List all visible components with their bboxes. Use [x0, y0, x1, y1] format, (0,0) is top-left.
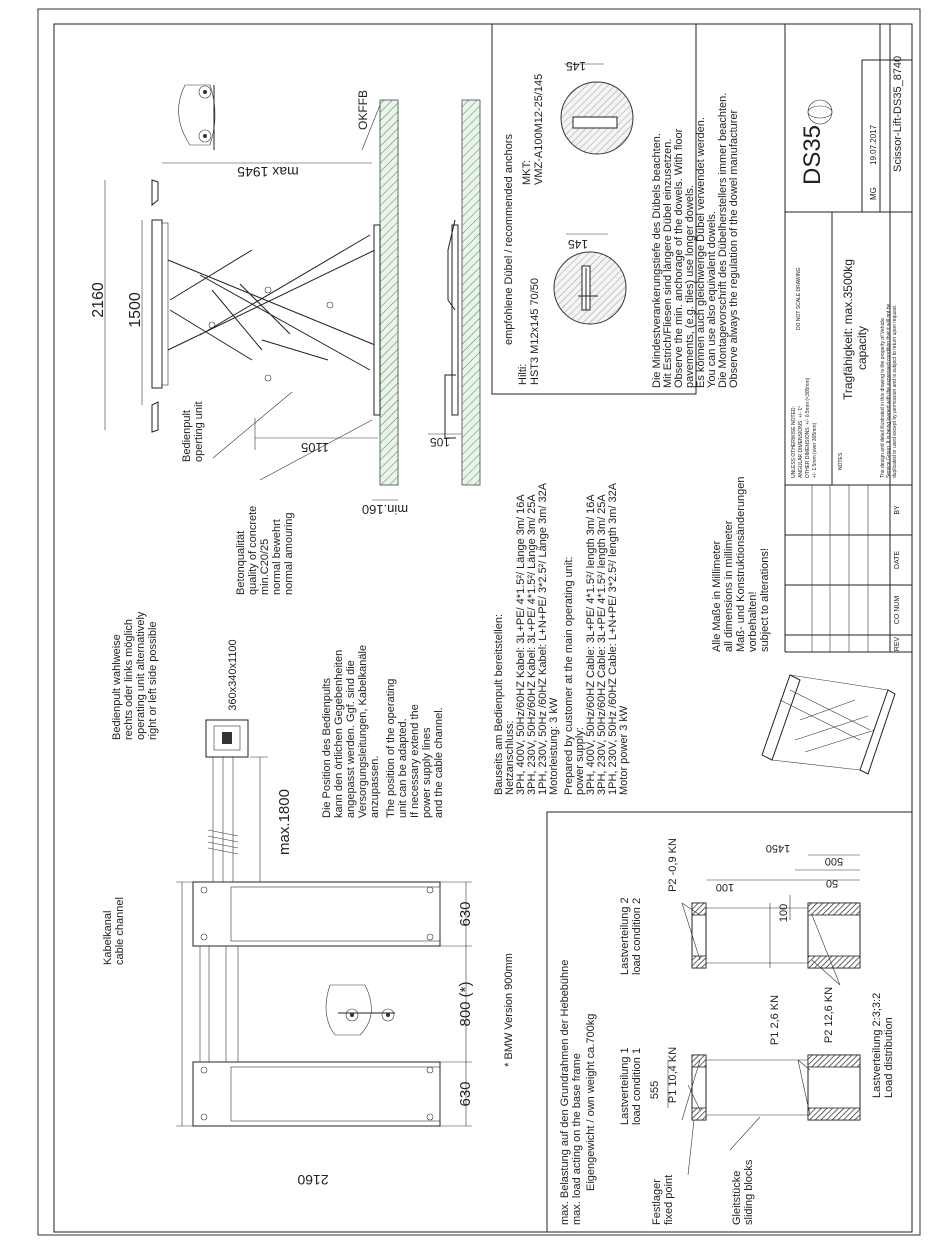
drawing-date: 19.07.2017	[869, 124, 878, 165]
position-note-line-1: Die Position des Bedienpults	[321, 677, 333, 818]
power-en-line-2: 3PH, 230V, 50Hz/60HZ Cable: 3L+PE/ 4*1.5²/ length 3m/ 25A	[596, 494, 608, 795]
cable-channel-line-1: Kabelkanal	[102, 910, 114, 965]
tb-by: BY	[894, 505, 901, 515]
hilti-label	[517, 278, 541, 385]
dim-1450: 1450	[765, 842, 791, 854]
mkt-line-1: MKT:	[521, 159, 533, 185]
dowel-title: empfohlene Dübel / recommended anchors	[503, 134, 515, 345]
dowel-145-b: 145	[565, 59, 587, 73]
bedienpult-label	[181, 401, 205, 462]
concrete-line-2: quality of concrete	[247, 505, 259, 595]
property-line-2: Service Group. It is being loaned with the expressed condition that it will not be	[886, 303, 892, 478]
cable-channel-label	[102, 897, 126, 965]
mkt-label	[521, 74, 545, 185]
load-header	[559, 957, 597, 1225]
inner-border	[54, 24, 912, 1232]
alterations-line-3: Maß- und Konstruktionsänderungen	[735, 476, 747, 652]
dim-105: 105	[429, 435, 451, 449]
console-position-line-1: Bedienpult wahlweise	[111, 634, 123, 740]
alterations-line-4: vorbehalten!	[747, 591, 759, 652]
p1-2-6: P1 2,6 KN	[769, 994, 781, 1046]
dim-2160-side: 2160	[90, 282, 107, 318]
lc1-line-1: Lastverteilung 1	[619, 1047, 631, 1125]
position-note-line-10: and the cable channel.	[433, 707, 445, 818]
load-header-1: max. Belastung auf den Grundrahmen der Hebebühne	[559, 959, 571, 1225]
power-de-line-2: 3PH, 230V, 50Hz/60HZ Kabel: 3L+PE/ 4*1.5²/ Länge 3m/ 25A	[526, 494, 538, 795]
dowel-note-9: Die Montagevorschrift des Dübelherstellers immer beachten.	[717, 92, 729, 388]
p1-10-4: P1 10,4 KN	[667, 1046, 679, 1104]
tb-date-header: DATE	[894, 550, 901, 570]
dowel-notes	[651, 90, 740, 388]
lc1-line-2: load condition 1	[631, 1047, 643, 1125]
lc1-label	[619, 1044, 643, 1125]
load-header-3: Eigengewicht / own weight ca.700kg	[585, 1013, 597, 1191]
model-number: DS35	[799, 124, 826, 186]
dim-100-a: 100	[715, 881, 735, 893]
power-en-title-1: Prepared by customer at the main operating unit:	[563, 556, 575, 795]
console-size: 360x340x1100	[227, 639, 239, 711]
position-note-line-5: anzupassen.	[369, 755, 381, 818]
bedienpult-line-1: Bedienpult	[181, 410, 193, 462]
alterations-line-2: all dimensions in millimeter	[723, 520, 735, 652]
position-note-line-3: angepasst werden. Ggf. sind die	[345, 660, 357, 818]
p2-minus-0-9: P2 -0,9 KN	[667, 838, 679, 892]
console-position-line-4: right or left side possible	[147, 621, 159, 740]
sliding-line-2: sliding blocks	[743, 1159, 755, 1225]
dowel-note-3: Observe the min. anchorage of the dowels. With floor	[673, 128, 685, 388]
bedienpult-line-2: operting unit	[193, 401, 205, 462]
load-header-2: max. load acting on the base frame	[571, 1053, 583, 1225]
power-en-line-1: 3PH, 400V, 50Hz/60HZ Cable: 3L+PE/ 4*1.5²/ length 3m/ 16A	[585, 494, 597, 795]
console-position-line-3: operating unit alternatively	[135, 611, 147, 740]
tb-tolerances	[791, 376, 818, 478]
tb-notes-label: NOTES	[838, 452, 844, 470]
dim-555: 555	[649, 1080, 661, 1100]
position-note-line-6: The position of the operating	[385, 678, 397, 818]
capacity-line-1: Tragfähigkeit: max.3500kg	[841, 259, 855, 400]
dim-2160-top: 2160	[297, 1172, 329, 1188]
bmw-note: * BMW Version 900mm	[503, 953, 515, 1067]
power-de-line-4: Motorleistung: 3 kW	[548, 697, 560, 795]
dim-800: 800 (*)	[457, 981, 474, 1027]
tb-co-num: CO NUM	[894, 595, 901, 625]
dim-630-left: 630	[457, 1081, 474, 1107]
concrete-line-4: normal bewehrt	[271, 519, 283, 595]
distribution-line-2: Load distribution	[883, 1017, 895, 1098]
fixed-line-1: Festlager	[651, 1179, 663, 1225]
position-note	[321, 642, 445, 818]
dim-630-right: 630	[457, 901, 474, 927]
dowel-note-6: Es können auch gleichwerige Dübel verwendet werden.	[695, 117, 707, 388]
drawn-by: MG	[869, 187, 878, 200]
tb-tol-4: +/- 1.5mm (over 305mm)	[812, 422, 818, 478]
dowel-note-1: Die Mindestverankerungstiefe des Dübels beachten.	[651, 133, 663, 388]
power-de-line-3: 1PH, 230V, 50Hz /60HZ Kabel: L+N+PE/ 3*2.5²/ Länge 3m/ 32A	[537, 483, 549, 795]
cable-channel-line-2: cable channel	[114, 897, 126, 965]
lc2-line-1: Lastverteilung 2	[619, 897, 631, 975]
concrete-label	[235, 503, 295, 595]
concrete-line-5: normal amouring	[283, 512, 295, 595]
position-note-line-2: kann den örtlichen Gegebenheiten	[333, 649, 345, 818]
lift-isometric	[762, 675, 895, 774]
side-view	[105, 85, 480, 500]
dim-min-160: min.160	[361, 502, 409, 517]
capacity-label	[841, 256, 869, 400]
sliding-blocks-label	[731, 1159, 755, 1225]
power-de-line-1: 3PH, 400V, 50Hz/60HZ Kabel: 3L+PE/ 4*1.5²/ Länge 3m/ 16A	[515, 494, 527, 795]
alterations-note	[711, 473, 771, 652]
concrete-line-3: min.C20/25	[259, 538, 271, 595]
fixed-point-label	[651, 1175, 675, 1225]
platform-left	[193, 1062, 440, 1126]
concrete-slab-small	[462, 100, 480, 485]
dim-500: 500	[824, 855, 844, 867]
tb-tol-2: ANGULAR DIMENSIONS: +/- 1°	[798, 405, 804, 478]
power-supply-text	[493, 480, 630, 795]
power-de-title-1: Bauseits am Bedienpult bereitstellen:	[493, 614, 505, 795]
power-en-title-2: power supply:	[574, 727, 586, 795]
position-note-line-7: unit can be adapted.	[397, 718, 409, 818]
concrete-slab-main	[380, 100, 398, 485]
distribution-label	[871, 990, 895, 1098]
power-de-title-2: Netzanschluss:	[504, 720, 516, 795]
dowel-note-4: pavements, (e.g. tiles) use longer dowels.	[684, 185, 696, 388]
position-note-line-8: If necessary extend the	[409, 704, 421, 818]
power-en-line-4: Motor power 3 kW	[618, 705, 630, 795]
position-note-line-9: power supply lines	[421, 727, 433, 818]
car-side-icon	[179, 85, 215, 145]
tb-tol-3: OTHER DIMENSIONS: +/- 0.5mm (<305mm)	[805, 377, 811, 478]
tb-rev: REV	[894, 636, 901, 652]
fixed-line-2: fixed point	[663, 1174, 675, 1225]
drawing-title: Scissor-Lift-DS35_8740	[892, 55, 904, 172]
console-position-line-2: rechts oder links möglich	[123, 618, 135, 740]
concrete-line-1: Betonqualität	[235, 530, 247, 595]
property-line-1: The design and detail illustrated in this drawing is the property of Vehicle	[880, 317, 886, 478]
power-en-line-3: 1PH, 230V, 50Hz /60HZ Cable: L+N+PE/ 3*2.5²/ length 3m/ 32A	[607, 483, 619, 795]
property-line-3: duplicated or used except by permission and is subject to return upon request.	[892, 304, 898, 478]
hilti-line-1: Hilti:	[517, 363, 529, 385]
console-position-label	[111, 609, 159, 740]
okffb-label: OKFFB	[356, 89, 370, 131]
dowel-145-a: 145	[567, 237, 589, 251]
position-note-line-4: Versorgungsleitungen, Kabelkanäle	[357, 644, 369, 818]
property-note	[880, 302, 898, 478]
dim-1500: 1500	[127, 292, 144, 328]
tb-do-not-scale: DO NOT SCALE DRAWING	[796, 267, 802, 330]
alterations-line-5: subject to alterations!	[759, 548, 771, 652]
load-box	[547, 812, 912, 1232]
dowel-note-10: Observe always the regulation of the dowel manufacturer	[728, 109, 740, 388]
platform-right	[193, 882, 440, 946]
capacity-line-2: capacity	[855, 325, 869, 370]
dim-50: 50	[825, 877, 839, 889]
dowel-note-7: You can use also equivalent dowels.	[706, 211, 718, 388]
tb-tol-1: UNLESS OTHERWISE NOTED:	[791, 406, 797, 478]
lc2-label	[619, 894, 643, 975]
dim-1105: 1105	[301, 440, 329, 455]
dim-max-1800: max.1800	[276, 789, 293, 855]
hilti-line-2: HST3 M12x145 70/50	[529, 277, 541, 385]
dim-100-b: 100	[778, 903, 790, 923]
dowel-note-2: Mit Estrich/Fliesen sind längere Dübel einzusetzen.	[662, 138, 674, 388]
distribution-line-1: Lastverteilung 2:3;3:2	[871, 992, 883, 1098]
lc2-line-2: load condition 2	[631, 897, 643, 975]
lift-platform	[152, 220, 162, 388]
mkt-line-2: VMZ-A100M12-25/145	[533, 73, 545, 185]
dim-max-1945: max 1945	[237, 164, 299, 180]
alterations-line-1: Alle Maße in Millimeter	[711, 540, 723, 652]
scissor-arms	[168, 235, 375, 370]
dowel-details	[554, 64, 633, 324]
sliding-line-1: Gleitstücke	[731, 1170, 743, 1225]
p2-12-6: P2 12,6 KN	[823, 986, 835, 1044]
